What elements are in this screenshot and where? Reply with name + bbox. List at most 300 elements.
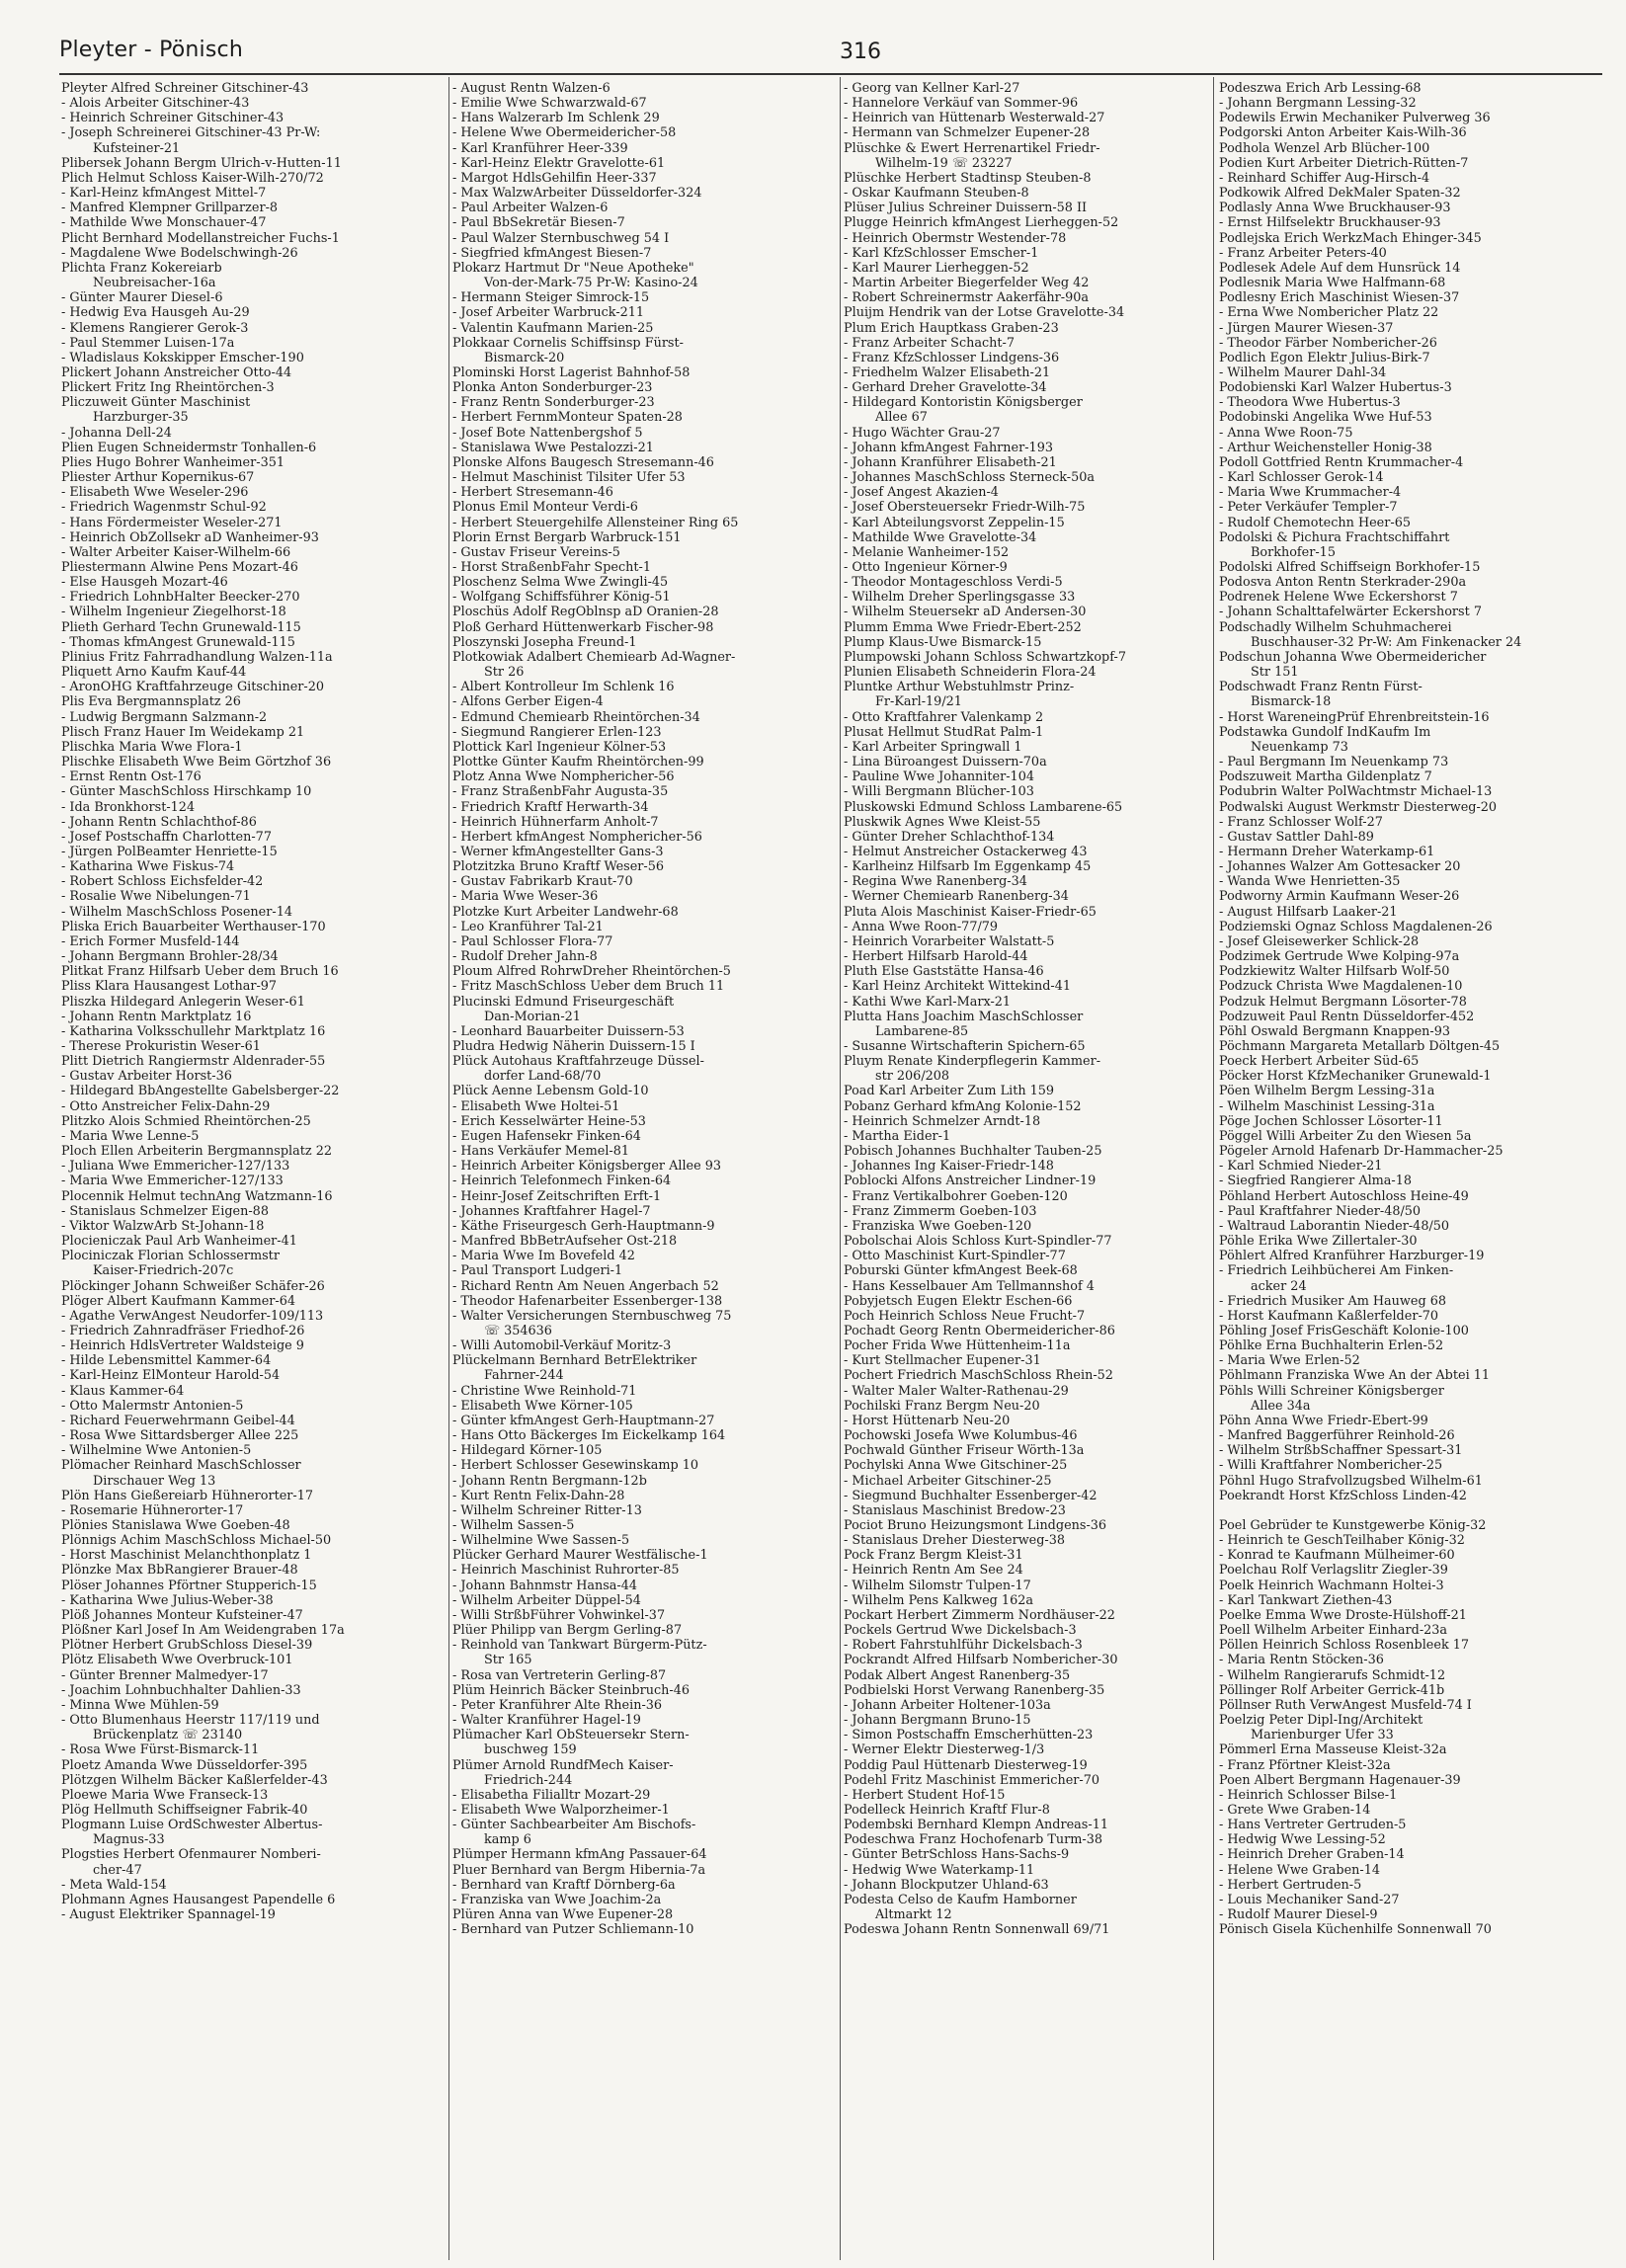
directory-entry: - Gustav Fabrikarb Kraut-70	[452, 874, 633, 890]
directory-entry: - Kathi Wwe Karl-Marx-21	[844, 994, 1012, 1010]
directory-entry: Plückelmann Bernhard BetrElektriker	[452, 1353, 697, 1369]
directory-entry: - Albert Kontrolleur Im Schlenk 16	[452, 680, 675, 695]
directory-entry: - Therese Prokuristin Weser-61	[61, 1039, 261, 1054]
directory-entry: - Elisabeth Wwe Holtei-51	[452, 1098, 620, 1114]
directory-entry: - Elisabeth Wwe Weseler-296	[61, 485, 249, 501]
directory-entry: - Rosa van Vertreterin Gerling-87	[452, 1667, 667, 1683]
directory-entry: - Günter BetrSchloss Hans-Sachs-9	[844, 1847, 1070, 1863]
directory-entry: - Alfons Gerber Eigen-4	[452, 694, 604, 710]
directory-entry: - Stanislaus Dreher Diesterweg-38	[844, 1533, 1066, 1549]
directory-entry: - Karl Kranführer Heer-339	[452, 140, 628, 156]
directory-entry: Poburski Günter kfmAngest Beek-68	[844, 1263, 1078, 1279]
directory-entry: - Maria Wwe Emmericher-127/133	[61, 1174, 284, 1189]
directory-entry: - Eugen Hafensekr Finken-64	[452, 1128, 641, 1144]
directory-entry: - Günter Maurer Diesel-6	[61, 290, 223, 306]
directory-entry: - Gerhard Dreher Gravelotte-34	[844, 380, 1047, 396]
directory-entry: - Rosa Wwe Fürst-Bismarck-11	[61, 1742, 260, 1758]
directory-entry: - Heinrich Obermstr Westender-78	[844, 230, 1067, 246]
directory-entry: Podwalski August Werkmstr Diesterweg-20	[1219, 799, 1498, 815]
header-rule	[59, 73, 1602, 75]
directory-entry: - Franz Vertikalbohrer Goeben-120	[844, 1188, 1068, 1204]
directory-entry: - Franz Arbeiter Schacht-7	[844, 335, 1016, 351]
directory-entry: Plönies Stanislawa Wwe Goeben-48	[61, 1518, 290, 1533]
directory-entry: Pöchmann Margareta Metallarb Döltgen-45	[1219, 1039, 1501, 1054]
directory-entry: - Wilhelm Ingenieur Ziegelhorst-18	[61, 605, 286, 620]
directory-entry: - Melanie Wanheimer-152	[844, 544, 1010, 560]
directory-entry: - Paul Stemmer Luisen-17a	[61, 335, 235, 351]
directory-entry: - Herbert kfmAngest Nomphericher-56	[452, 829, 702, 845]
directory-entry: - Minna Wwe Mühlen-59	[61, 1697, 219, 1713]
directory-entry: Podehl Fritz Maschinist Emmericher-70	[844, 1772, 1100, 1788]
directory-entry: Podolski & Pichura Frachtschiffahrt	[1219, 529, 1450, 545]
directory-entry: Plümacher Karl ObSteuersekr Stern-	[452, 1728, 690, 1743]
directory-entry: Plötzgen Wilhelm Bäcker Kaßlerfelder-43	[61, 1772, 328, 1788]
directory-entry: - Peter Verkäufer Templer-7	[1219, 500, 1398, 516]
directory-entry: - Wilhelm Dreher Sperlingsgasse 33	[844, 590, 1076, 606]
directory-entry: Plokkaar Cornelis Schiffsinsp Fürst-	[452, 335, 684, 351]
directory-entry: Allee 34a	[1251, 1398, 1311, 1414]
directory-entry: - Heinrich Hühnerfarm Anholt-7	[452, 814, 659, 830]
directory-entry: - Oskar Kaufmann Steuben-8	[844, 186, 1029, 202]
directory-entry: Podrenek Helene Wwe Eckershorst 7	[1219, 590, 1458, 606]
directory-entry: Pöhlmann Franziska Wwe An der Abtei 11	[1219, 1368, 1491, 1384]
directory-entry: Podlesnik Maria Wwe Halfmann-68	[1219, 276, 1446, 291]
directory-entry: Pluskowski Edmund Schloss Lambarene-65	[844, 799, 1123, 815]
directory-entry: Pöge Jochen Schlosser Lösorter-11	[1219, 1113, 1443, 1129]
directory-entry: Podosva Anton Rentn Sterkrader-290a	[1219, 575, 1467, 591]
directory-entry: Podszuweit Martha Gildenplatz 7	[1219, 770, 1432, 785]
directory-entry: - Walter Kranführer Hagel-19	[452, 1713, 641, 1729]
directory-entry: - Edmund Chemiearb Rheintörchen-34	[452, 709, 700, 725]
directory-entry: - Herbert Steuergehilfe Allensteiner Ring 65	[452, 515, 739, 530]
directory-entry: - Arthur Weichensteller Honig-38	[1219, 440, 1432, 455]
directory-entry: Pögeler Arnold Hafenarb Dr-Hammacher-25	[1219, 1144, 1504, 1160]
directory-entry: - Gustav Sattler Dahl-89	[1219, 829, 1374, 845]
directory-entry: - Karl Schlosser Gerok-14	[1219, 470, 1384, 486]
directory-entry: - Karl-Heinz Elektr Gravelotte-61	[452, 155, 666, 171]
directory-entry: - Klaus Kammer-64	[61, 1383, 185, 1399]
directory-entry: Pöhnl Hugo Strafvollzugsbed Wilhelm-61	[1219, 1473, 1483, 1489]
directory-entry: Kufsteiner-21	[93, 140, 181, 156]
directory-entry: - Michael Arbeiter Gitschiner-25	[844, 1473, 1052, 1489]
directory-entry: - Rosemarie Hühnerorter-17	[61, 1502, 244, 1518]
directory-entry: - Georg van Kellner Karl-27	[844, 81, 1020, 96]
directory-entry: - Elisabeth Wwe Körner-105	[452, 1398, 633, 1414]
directory-entry: - Josef Arbeiter Warbruck-211	[452, 305, 645, 321]
directory-entry: - Wladislaus Kokskipper Emscher-190	[61, 350, 304, 365]
directory-entry: Plogsties Herbert Ofenmaurer Nomberi-	[61, 1847, 321, 1863]
directory-entry: - Josef Gleisewerker Schlick-28	[1219, 933, 1420, 949]
directory-entry: Plötner Herbert GrubSchloss Diesel-39	[61, 1638, 313, 1654]
directory-entry: - Herbert Gertruden-5	[1219, 1877, 1362, 1893]
directory-entry: - AronOHG Kraftfahrzeuge Gitschiner-20	[61, 680, 325, 695]
directory-entry: - Konrad te Kaufmann Mülheimer-60	[1219, 1548, 1455, 1564]
column-4	[1219, 81, 1604, 2254]
directory-entry: Plokarz Hartmut Dr "Neue Apotheke"	[452, 260, 694, 276]
directory-entry: - Theodor Hafenarbeiter Essenberger-138	[452, 1293, 723, 1309]
directory-entry: Plogmann Luise OrdSchwester Albertus-	[61, 1818, 323, 1833]
directory-entry: - Paul Bergmann Im Neuenkamp 73	[1219, 755, 1449, 770]
directory-entry: Poen Albert Bergmann Hagenauer-39	[1219, 1772, 1461, 1788]
directory-entry: Plößner Karl Josef In Am Weidengraben 17a	[61, 1623, 345, 1639]
directory-entry: - Emilie Wwe Schwarzwald-67	[452, 96, 647, 112]
directory-entry: - Kurt Rentn Felix-Dahn-28	[452, 1488, 625, 1503]
directory-entry: Plitkat Franz Hilfsarb Ueber dem Bruch 16	[61, 964, 339, 980]
directory-entry: Bismarck-20	[484, 350, 565, 365]
directory-entry: Plömacher Reinhard MaschSchlosser	[61, 1458, 301, 1474]
directory-entry: - Wilhelmine Wwe Antonien-5	[61, 1443, 252, 1459]
directory-entry: - Hans Otto Bäckerges Im Eickelkamp 164	[452, 1428, 726, 1444]
directory-entry: Podlich Egon Elektr Julius-Birk-7	[1219, 350, 1430, 365]
directory-entry: Pöllen Heinrich Schloss Rosenbleek 17	[1219, 1638, 1470, 1654]
directory-entry: - Otto Maschinist Kurt-Spindler-77	[844, 1249, 1066, 1264]
directory-entry: - Willi Kraftfahrer Nombericher-25	[1219, 1458, 1443, 1474]
directory-entry: - Wanda Wwe Henrietten-35	[1219, 874, 1401, 890]
directory-entry: Pöllnser Ruth VerwAngest Musfeld-74 I	[1219, 1697, 1472, 1713]
directory-entry: - Johanna Dell-24	[61, 425, 172, 441]
directory-entry: Poblocki Alfons Anstreicher Lindner-19	[844, 1174, 1097, 1189]
directory-entry: - Hedwig Wwe Lessing-52	[1219, 1832, 1386, 1848]
directory-entry: - Heinrich Maschinist Ruhrorter-85	[452, 1563, 680, 1579]
directory-entry: Podzuck Christa Wwe Magdalenen-10	[1219, 979, 1463, 995]
directory-entry: - Anna Wwe Roon-75	[1219, 425, 1353, 441]
directory-entry: - Stanislaus Schmelzer Eigen-88	[61, 1203, 269, 1219]
directory-entry: - Kurt Stellmacher Eupener-31	[844, 1353, 1041, 1369]
directory-entry: Plickert Fritz Ing Rheintörchen-3	[61, 380, 275, 396]
page-header	[59, 34, 1600, 73]
directory-entry: Plominski Horst Lagerist Bahnhof-58	[452, 364, 691, 380]
directory-entry: Pochowski Josefa Wwe Kolumbus-46	[844, 1428, 1078, 1444]
directory-entry: - Robert Schreinermstr Aakerfähr-90a	[844, 290, 1090, 306]
directory-entry: - August Hilfsarb Laaker-21	[1219, 904, 1398, 920]
directory-entry: - Otto Malermstr Antonien-5	[61, 1398, 244, 1414]
directory-entry: Plüser Julius Schreiner Duissern-58 II	[844, 201, 1088, 216]
directory-entry: Pochylski Anna Wwe Gitschiner-25	[844, 1458, 1068, 1474]
directory-entry: - Karl-Heinz ElMonteur Harold-54	[61, 1368, 281, 1384]
directory-entry: - Manfred Baggerführer Reinhold-26	[1219, 1428, 1455, 1444]
directory-entry: Plonus Emil Monteur Verdi-6	[452, 500, 638, 516]
directory-entry: Pludra Hedwig Näherin Duissern-15 I	[452, 1039, 695, 1054]
directory-entry: - Heinrich ObZollsekr aD Wanheimer-93	[61, 529, 319, 545]
directory-entry: - Herbert Stresemann-46	[452, 485, 613, 501]
directory-entry: - Hans Kesselbauer Am Tellmannshof 4	[844, 1278, 1095, 1294]
directory-entry: - Maria Wwe Erlen-52	[1219, 1353, 1360, 1369]
directory-entry: - Elisabeth Wwe Walporzheimer-1	[452, 1802, 670, 1818]
directory-entry: Plociniczak Florian Schlossermstr	[61, 1249, 280, 1264]
directory-entry: Dirschauer Weg 13	[93, 1473, 216, 1489]
directory-entry: - Horst Kaufmann Kaßlerfelder-70	[1219, 1308, 1439, 1324]
directory-entry: - Johannes MaschSchloss Sterneck-50a	[844, 470, 1096, 486]
directory-entry: - Wolfgang Schiffsführer König-51	[452, 590, 671, 606]
directory-entry: - Helmut Maschinist Tilsiter Ufer 53	[452, 470, 686, 486]
directory-entry: - Reinhold van Tankwart Bürgerm-Pütz-	[452, 1638, 707, 1654]
directory-entry: str 206/208	[875, 1069, 950, 1085]
directory-entry: - Hans Verkäufer Memel-81	[452, 1144, 630, 1160]
running-head: Pleyter - Pönisch	[59, 38, 243, 62]
directory-entry: - Hildegard Körner-105	[452, 1443, 603, 1459]
directory-entry: - Otto Kraftfahrer Valenkamp 2	[844, 709, 1044, 725]
directory-entry: Ploß Gerhard Hüttenwerkarb Fischer-98	[452, 619, 714, 635]
directory-entry	[1219, 1503, 1604, 1518]
directory-entry: Plotzitzka Bruno Kraftf Weser-56	[452, 859, 665, 875]
directory-entry: Plischke Elisabeth Wwe Beim Görtzhof 36	[61, 755, 332, 770]
directory-entry: - Heinrich Rentn Am See 24	[844, 1563, 1023, 1579]
directory-entry: Pluntke Arthur Webstuhlmstr Prinz-	[844, 680, 1075, 695]
directory-entry: Plocieniczak Paul Arb Wanheimer-41	[61, 1234, 297, 1250]
directory-entry: - Günter Sachbearbeiter Am Bischofs-	[452, 1818, 696, 1833]
directory-entry: Pönisch Gisela Küchenhilfe Sonnenwall 70	[1219, 1922, 1492, 1938]
directory-entry: - Karl Maurer Lierheggen-52	[844, 260, 1029, 276]
directory-entry: - Heinrich Schmelzer Arndt-18	[844, 1113, 1041, 1129]
directory-entry: Pliska Erich Bauarbeiter Werthauser-170	[61, 919, 326, 934]
directory-entry: Poekrandt Horst KfzSchloss Linden-42	[1219, 1488, 1467, 1503]
directory-entry: Pöhlke Erna Buchhalterin Erlen-52	[1219, 1338, 1444, 1354]
directory-entry: Plümper Hermann kfmAng Passauer-64	[452, 1847, 707, 1863]
directory-entry: - Günter kfmAngest Gerh-Hauptmann-27	[452, 1413, 715, 1428]
directory-entry: Ploschüs Adolf RegOblnsp aD Oranien-28	[452, 605, 719, 620]
directory-entry: Pöllinger Rolf Arbeiter Gerrick-41b	[1219, 1682, 1445, 1698]
directory-entry: - Ernst Hilfselektr Bruckhauser-93	[1219, 215, 1441, 231]
directory-entry: - Heinrich Schreiner Gitschiner-43	[61, 111, 285, 126]
directory-entry: Plottick Karl Ingenieur Kölner-53	[452, 739, 667, 755]
directory-entry: - Siegfried Rangierer Alma-18	[1219, 1174, 1413, 1189]
directory-entry: - Siegfried kfmAngest Biesen-7	[452, 245, 652, 261]
directory-entry: Plücker Gerhard Maurer Westfälische-1	[452, 1548, 708, 1564]
directory-entry: - Johann Bahnmstr Hansa-44	[452, 1578, 638, 1593]
directory-entry: Pochilski Franz Bergm Neu-20	[844, 1398, 1040, 1414]
directory-entry: - Johann Bergmann Brohler-28/34	[61, 949, 279, 965]
directory-entry: Podobienski Karl Walzer Hubertus-3	[1219, 380, 1452, 396]
directory-entry: - Franz KfzSchlosser Lindgens-36	[844, 350, 1060, 365]
directory-entry: Plickert Johann Anstreicher Otto-44	[61, 364, 292, 380]
directory-entry: - Franz Zimmerm Goeben-103	[844, 1203, 1037, 1219]
directory-entry: Plump Klaus-Uwe Bismarck-15	[844, 634, 1042, 650]
directory-entry: Plötz Elisabeth Wwe Overbruck-101	[61, 1653, 293, 1668]
directory-entry: - Hermann Steiger Simrock-15	[452, 290, 650, 306]
directory-entry: Podhola Wenzel Arb Blücher-100	[1219, 140, 1430, 156]
directory-entry: - Günter Dreher Schlachthof-134	[844, 829, 1055, 845]
directory-entry: - Manfred BbBetrAufseher Ost-218	[452, 1234, 678, 1250]
directory-entry: Fr-Karl-19/21	[875, 694, 962, 710]
directory-entry: - Günter Brenner Malmedyer-17	[61, 1667, 269, 1683]
directory-entry: Plien Eugen Schneidermstr Tonhallen-6	[61, 440, 317, 455]
directory-entry: - Gustav Friseur Vereins-5	[452, 544, 620, 560]
directory-entry: Pochwald Günther Friseur Wörth-13a	[844, 1443, 1085, 1459]
directory-entry: - Friedrich Kraftf Herwarth-34	[452, 799, 649, 815]
directory-entry: Fahrner-244	[484, 1368, 564, 1384]
directory-entry: - Erich Kesselwärter Heine-53	[452, 1113, 646, 1129]
directory-entry: - Rudolf Dreher Jahn-8	[452, 949, 598, 965]
directory-entry: - Martin Arbeiter Biegerfelder Weg 42	[844, 276, 1090, 291]
directory-entry: - Friedhelm Walzer Elisabeth-21	[844, 364, 1051, 380]
directory-entry: - Johann Arbeiter Holtener-103a	[844, 1697, 1051, 1713]
directory-entry: - Werner Chemiearb Ranenberg-34	[844, 889, 1069, 905]
directory-entry: - Werner Elektr Diesterweg-1/3	[844, 1742, 1045, 1758]
column-3	[844, 81, 1229, 2254]
directory-entry: - Joseph Schreinerei Gitschiner-43 Pr-W:	[61, 125, 321, 141]
directory-entry: Plotzke Kurt Arbeiter Landwehr-68	[452, 904, 679, 920]
directory-entry: Plön Hans Gießereiarb Hühnerorter-17	[61, 1488, 314, 1503]
directory-entry: - Herbert FernmMonteur Spaten-28	[452, 410, 683, 426]
directory-entry: - Horst WareneingPrüf Ehrenbreitstein-16	[1219, 709, 1490, 725]
directory-entry: - Stanislaus Maschinist Bredow-23	[844, 1502, 1066, 1518]
directory-entry: - Johann Kranführer Elisabeth-21	[844, 454, 1057, 470]
directory-entry: - Louis Mechaniker Sand-27	[1219, 1892, 1400, 1907]
directory-entry: - Heinr-Josef Zeitschriften Erft-1	[452, 1188, 662, 1204]
directory-entry: Plies Hugo Bohrer Wanheimer-351	[61, 454, 285, 470]
directory-entry: acker 24	[1251, 1278, 1307, 1294]
directory-entry: Plitzko Alois Schmied Rheintörchen-25	[61, 1113, 311, 1129]
directory-entry: Poddig Paul Hüttenarb Diesterweg-19	[844, 1757, 1088, 1773]
directory-entry: Magnus-33	[93, 1832, 165, 1848]
directory-entry: Pliestermann Alwine Pens Mozart-46	[61, 560, 298, 575]
directory-entry: - Johannes Ing Kaiser-Friedr-148	[844, 1159, 1054, 1174]
directory-entry: Podlejska Erich WerkzMach Ehinger-345	[1219, 230, 1482, 246]
directory-entry: - Wilhelm Maschinist Lessing-31a	[1219, 1098, 1435, 1114]
directory-entry: - Viktor WalzwArb St-Johann-18	[61, 1218, 265, 1234]
directory-entry: Podworny Armin Kaufmann Weser-26	[1219, 889, 1460, 905]
directory-entry: - Ernst Rentn Ost-176	[61, 770, 202, 785]
directory-entry: Pluta Alois Maschinist Kaiser-Friedr-65	[844, 904, 1097, 920]
directory-entry: Podeschwa Franz Hochofenarb Turm-38	[844, 1832, 1103, 1848]
directory-entry: Pliss Klara Hausangest Lothar-97	[61, 979, 278, 995]
directory-entry: - Wilhelm Silomstr Tulpen-17	[844, 1578, 1031, 1593]
directory-entry: - Richard Feuerwehrmann Geibel-44	[61, 1413, 295, 1428]
directory-entry: - Heinrich Vorarbeiter Walstatt-5	[844, 933, 1055, 949]
directory-entry: Podzimek Gertrude Wwe Kolping-97a	[1219, 949, 1460, 965]
directory-entry: Dan-Morian-21	[484, 1009, 581, 1024]
directory-entry: - Otto Ingenieur Körner-9	[844, 560, 1008, 575]
directory-entry: - Maria Wwe Krummacher-4	[1219, 485, 1402, 501]
directory-entry: - August Elektriker Spannagel-19	[61, 1907, 276, 1923]
directory-entry: - Otto Anstreicher Felix-Dahn-29	[61, 1098, 271, 1114]
directory-entry: - Käthe Friseurgesch Gerh-Hauptmann-9	[452, 1218, 715, 1234]
directory-entry: Pleyter Alfred Schreiner Gitschiner-43	[61, 81, 309, 96]
directory-entry: Podzkiewitz Walter Hilfsarb Wolf-50	[1219, 964, 1450, 980]
directory-entry: - Bernhard van Putzer Schliemann-10	[452, 1922, 694, 1938]
directory-entry: Pobolschai Alois Schloss Kurt-Spindler-77	[844, 1234, 1112, 1250]
directory-entry: - Wilhelm Steuersekr aD Andersen-30	[844, 605, 1087, 620]
directory-entry: - Lina Büroangest Duissern-70a	[844, 755, 1047, 770]
directory-entry: Plück Aenne Lebensm Gold-10	[452, 1084, 649, 1099]
directory-entry: Pluskwik Agnes Wwe Kleist-55	[844, 814, 1041, 830]
directory-entry: Podoll Gottfried Rentn Krummacher-4	[1219, 454, 1464, 470]
directory-entry: Pobyjetsch Eugen Elektr Eschen-66	[844, 1293, 1073, 1309]
directory-entry: Pocher Frida Wwe Hüttenheim-11a	[844, 1338, 1071, 1354]
directory-entry: - Meta Wald-154	[61, 1877, 167, 1893]
directory-entry: - Willi Automobil-Verkäuf Moritz-3	[452, 1338, 672, 1354]
directory-entry: - Hilde Lebensmittel Kammer-64	[61, 1353, 272, 1369]
directory-entry: Poelke Emma Wwe Droste-Hülshoff-21	[1219, 1607, 1467, 1623]
directory-entry: Brückenplatz ☏ 23140	[93, 1728, 243, 1743]
directory-entry: - Hildegard Kontoristin Königsberger	[844, 395, 1083, 411]
directory-entry: - Jürgen PolBeamter Henriette-15	[61, 844, 278, 859]
directory-entry: - Hildegard BbAngestellte Gabelsberger-22	[61, 1084, 340, 1099]
directory-entry: - August Rentn Walzen-6	[452, 81, 610, 96]
directory-entry: Plucinski Edmund Friseurgeschäft	[452, 994, 675, 1010]
directory-entry: Poeck Herbert Arbeiter Süd-65	[1219, 1054, 1420, 1070]
directory-entry: - Wilhelm MaschSchloss Posener-14	[61, 904, 292, 920]
directory-entry: - Walter Arbeiter Kaiser-Wilhelm-66	[61, 544, 291, 560]
directory-entry: Kaiser-Friedrich-207c	[93, 1263, 234, 1279]
directory-entry: - Magdalene Wwe Bodelschwingh-26	[61, 245, 298, 261]
directory-entry: - Wilhelm Pens Kalkweg 162a	[844, 1592, 1033, 1608]
directory-entry: - Hedwig Wwe Waterkamp-11	[844, 1862, 1035, 1878]
directory-entry: Pöhl Oswald Bergmann Knappen-93	[1219, 1023, 1451, 1039]
directory-entry: Pluer Bernhard van Bergm Hibernia-7a	[452, 1862, 706, 1878]
directory-entry: - Leo Kranführer Tal-21	[452, 919, 604, 934]
directory-entry: Podien Kurt Arbeiter Dietrich-Rütten-7	[1219, 155, 1469, 171]
directory-entry: - Johann kfmAngest Fahrner-193	[844, 440, 1053, 455]
directory-entry: Podlasly Anna Wwe Bruckhauser-93	[1219, 201, 1451, 216]
directory-entry: - Paul Arbeiter Walzen-6	[452, 201, 609, 216]
directory-entry: - Herbert Student Hof-15	[844, 1787, 1006, 1803]
directory-entry: - Johann Bergmann Bruno-15	[844, 1713, 1031, 1729]
directory-entry: - Johann Blockputzer Uhland-63	[844, 1877, 1049, 1893]
directory-entry: - Christine Wwe Reinhold-71	[452, 1383, 637, 1399]
directory-entry: - Richard Rentn Am Neuen Angerbach 52	[452, 1278, 719, 1294]
directory-entry: Plinius Fritz Fahrradhandlung Walzen-11a	[61, 649, 333, 665]
directory-entry: - Walter Maler Walter-Rathenau-29	[844, 1383, 1069, 1399]
directory-entry: - Jürgen Maurer Wiesen-37	[1219, 320, 1394, 336]
directory-entry: Pöhlert Alfred Kranführer Harzburger-19	[1219, 1249, 1485, 1264]
directory-entry: Plibersek Johann Bergm Ulrich-v-Hutten-11	[61, 155, 342, 171]
directory-entry: - Friedrich Zahnradfräser Friedhof-26	[61, 1323, 305, 1338]
directory-entry: Plög Hellmuth Schiffseigner Fabrik-40	[61, 1802, 308, 1818]
directory-entry: - Stanislawa Wwe Pestalozzi-21	[452, 440, 654, 455]
directory-entry: cher-47	[93, 1862, 142, 1878]
directory-entry: - Paul BbSekretär Biesen-7	[452, 215, 625, 231]
directory-entry: Pockart Herbert Zimmerm Nordhäuser-22	[844, 1607, 1115, 1623]
directory-entry: - Elisabetha Filialltr Mozart-29	[452, 1787, 651, 1803]
directory-entry: - Paul Schlosser Flora-77	[452, 933, 613, 949]
directory-entry: Pluth Else Gaststätte Hansa-46	[844, 964, 1044, 980]
directory-entry: - Maria Wwe Weser-36	[452, 889, 599, 905]
directory-entry: - Wilhelm Sassen-5	[452, 1518, 575, 1533]
directory-entry: Plüschke & Ewert Herrenartikel Friedr-	[844, 140, 1100, 156]
directory-entry: - Wilhelm Maurer Dahl-34	[1219, 364, 1387, 380]
directory-entry: Plöger Albert Kaufmann Kammer-64	[61, 1293, 296, 1309]
directory-entry: Podbielski Horst Verwang Ranenberg-35	[844, 1682, 1105, 1698]
directory-entry: Plitt Dietrich Rangiermstr Aldenrader-55	[61, 1054, 326, 1070]
directory-entry: - Karlheinz Hilfsarb Im Eggenkamp 45	[844, 859, 1092, 875]
directory-entry: Pömmerl Erna Masseuse Kleist-32a	[1219, 1742, 1447, 1758]
directory-entry: - Johann Rentn Bergmann-12b	[452, 1473, 647, 1489]
directory-entry: - Mathilde Wwe Monschauer-47	[61, 215, 267, 231]
directory-entry: - Robert Fahrstuhlführ Dickelsbach-3	[844, 1638, 1083, 1654]
directory-entry: Plisch Franz Hauer Im Weidekamp 21	[61, 724, 305, 740]
directory-entry: Von-der-Mark-75 Pr-W: Kasino-24	[484, 276, 698, 291]
directory-entry: Pliczuweit Günter Maschinist	[61, 395, 251, 411]
directory-entry: - Johann Rentn Schlachthof-86	[61, 814, 257, 830]
directory-entry: Harzburger-35	[93, 410, 189, 426]
directory-entry: Podesta Celso de Kaufm Hamborner	[844, 1892, 1077, 1907]
directory-entry: - Wilhelmine Wwe Sassen-5	[452, 1533, 630, 1549]
directory-entry: Pluijm Hendrik van der Lotse Gravelotte-34	[844, 305, 1125, 321]
directory-entry: Plüer Philipp van Bergm Gerling-87	[452, 1623, 683, 1639]
directory-entry: Podkowik Alfred DekMaler Spaten-32	[1219, 186, 1461, 202]
directory-entry: - Erich Former Musfeld-144	[61, 933, 240, 949]
directory-entry: dorfer Land-68/70	[484, 1069, 602, 1085]
directory-entry: Plischka Maria Wwe Flora-1	[61, 739, 243, 755]
directory-entry: - Horst StraßenbFahr Specht-1	[452, 560, 651, 575]
directory-entry: Allee 67	[875, 410, 928, 426]
directory-entry: - Karl Abteilungsvorst Zeppelin-15	[844, 515, 1065, 530]
directory-entry: Plieth Gerhard Techn Grunewald-115	[61, 619, 301, 635]
directory-entry: - Horst Hüttenarb Neu-20	[844, 1413, 1011, 1428]
directory-entry: Pöhland Herbert Autoschloss Heine-49	[1219, 1188, 1469, 1204]
directory-entry: - Johann Schalttafelwärter Eckershorst 7	[1219, 605, 1482, 620]
